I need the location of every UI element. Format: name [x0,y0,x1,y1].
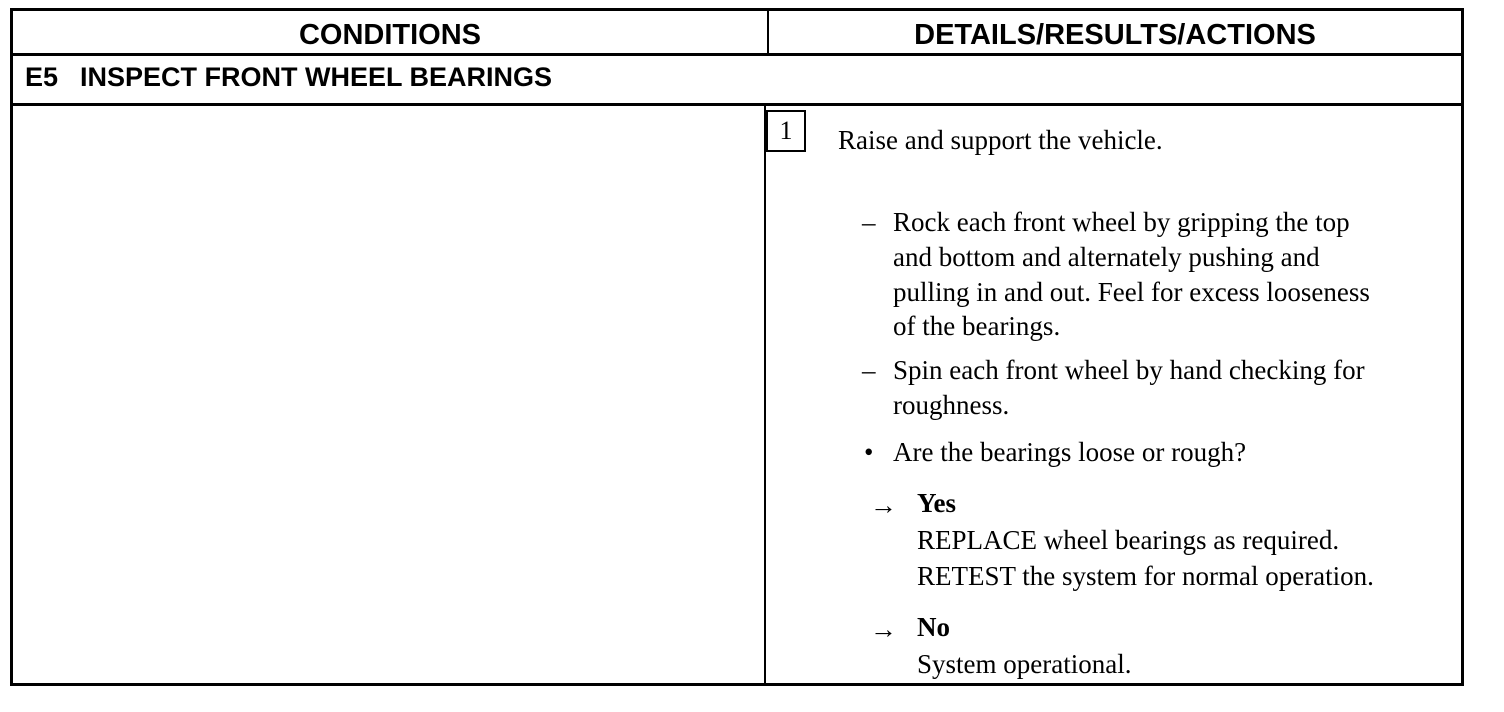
substep-line: roughness. [893,390,1010,420]
outcome-no-action: System operational. [917,649,1132,679]
outcome-yes-action: RETEST the system for normal operation. [917,561,1374,591]
substep-line: Spin each front wheel by hand checking for [893,355,1365,385]
substep-dash: – [862,207,876,237]
outcome-yes-label: Yes [917,488,956,518]
arrow-right-icon: → [870,490,897,520]
substep-line: pulling in and out. Feel for excess looseness [893,277,1370,307]
step-number-box: 1 [766,110,806,152]
question-text: Are the bearings loose or rough? [893,437,1247,467]
substep-line: of the bearings. [893,311,1061,341]
substep-line: Rock each front wheel by gripping the top [893,207,1350,237]
substep-line: and bottom and alternately pushing and [893,242,1320,272]
body-column-divider [764,103,766,686]
header-divider [13,53,1461,56]
details-header: DETAILS/RESULTS/ACTIONS [914,19,1316,51]
section-title-text: INSPECT FRONT WHEEL BEARINGS [80,62,553,92]
section-code: E5 [25,62,59,92]
question-bullet: • [864,437,874,467]
substep-dash: – [862,355,876,385]
conditions-header: CONDITIONS [298,19,482,51]
outcome-yes-action: REPLACE wheel bearings as required. [917,525,1340,555]
outcome-no-label: No [917,612,950,642]
section-title [25,59,552,95]
step-instruction: Raise and support the vehicle. [838,125,1163,155]
arrow-right-icon: → [870,614,897,644]
section-divider [13,103,1461,106]
